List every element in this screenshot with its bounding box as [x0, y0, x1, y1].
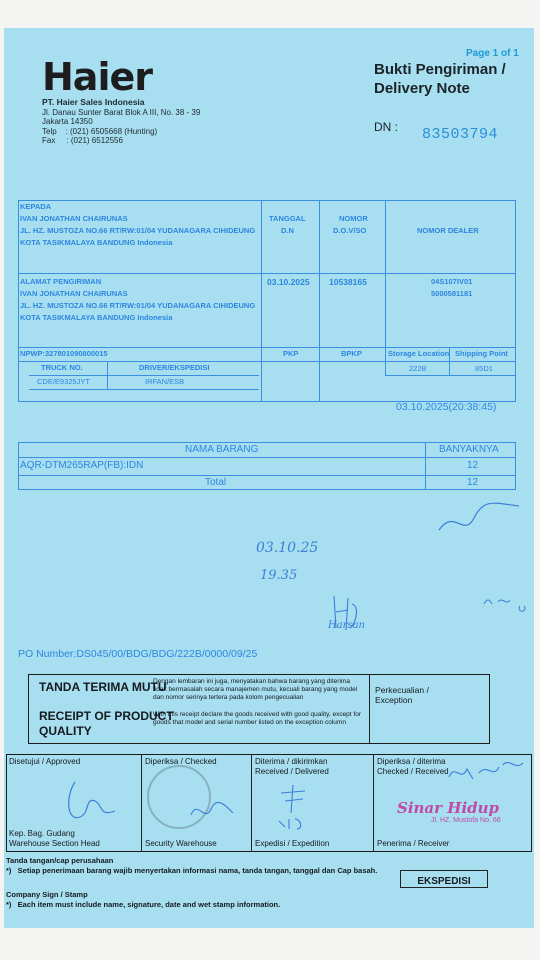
sig-checked-label: Diperiksa / Checked — [145, 757, 217, 766]
sig-approved-role-1: Kep. Bag. Gudang — [9, 829, 75, 838]
truck-value: CDE/E9325JYT — [37, 377, 90, 386]
storage-location-value: 222B — [409, 364, 427, 373]
driver-value: IRFAN/ESB — [145, 377, 185, 386]
note1-text: *) Setiap penerimaan barang wajib menyertakan informasi nama, tanda tangan, tanggal dan Cap basah. — [6, 866, 378, 875]
npwp: NPWP:327801090800015 — [20, 349, 108, 358]
sig-receiver-role: Penerima / Receiver — [377, 839, 450, 848]
nomor-sub: D.O.V/SO — [333, 226, 367, 235]
driver-label: DRIVER/EKSPEDISI — [139, 363, 210, 372]
dn-date-value: 03.10.2025 — [267, 277, 310, 287]
address-line-2: Jakarta 14350 — [42, 117, 93, 126]
nomor-value: 10538165 — [329, 277, 367, 287]
sig-expedition-role: Expedisi / Expedition — [255, 839, 330, 848]
store-stamp-name: Sinar Hidup — [397, 799, 500, 817]
sig-approved-label: Disetujui / Approved — [9, 757, 81, 766]
store-stamp-address: Jl. HZ. Mustofa No. 66 — [431, 817, 501, 824]
note1-title: Tanda tangan/cap perusahaan — [6, 856, 114, 865]
approved-signature — [55, 777, 125, 827]
sig-received-label: Diperiksa / diterima Checked / Received — [377, 757, 449, 776]
document-title — [374, 60, 506, 98]
scribble-signature-top — [434, 498, 524, 538]
col-item-name: NAMA BARANG — [185, 444, 259, 455]
shipping-point-value: 85D1 — [475, 364, 493, 373]
kepada-label: KEPADA — [20, 202, 52, 211]
sig-checked-role: Security Warehouse — [145, 839, 217, 848]
sig-delivered-label: Diterima / dikirimkan Received / Delivered — [255, 757, 329, 776]
receipt-title-id: TANDA TERIMA MUTU — [39, 680, 167, 694]
haier-logo: Haier — [42, 55, 152, 99]
title-line-1: Bukti Pengiriman / — [374, 61, 506, 78]
total-label: Total — [205, 477, 227, 488]
sig-approved-role-2: Warehouse Section Head — [9, 839, 100, 848]
phone: Telp : (021) 6505668 (Hunting) — [42, 126, 158, 136]
item-name: AQR-DTM265RAP(FB):IDN — [20, 460, 144, 471]
handwritten-time: 19.35 — [260, 568, 298, 583]
col-quantity: BANYAKNYA — [439, 444, 499, 455]
dealer-value-2: 5000581181 — [431, 289, 473, 298]
handwritten-name: Harsan — [328, 620, 365, 631]
shipping-point-label: Shipping Point — [455, 349, 508, 358]
copy-label-box — [400, 870, 488, 888]
receipt-text-en: With this receipt declare the goods received with good quality, except for goods that model and serial number listed on the exception column — [153, 711, 361, 726]
tanggal-label: TANGGAL — [269, 214, 306, 223]
ship-name: IVAN JONATHAN CHAIRUNAS — [20, 289, 128, 298]
address-line-1: Jl. Danau Sunter Barat Blok A III, No. 38 - 39 — [42, 107, 201, 117]
note2-title: Company Sign / Stamp — [6, 890, 88, 899]
receipt-title-en-1: RECEIPT OF PRODUCT — [39, 709, 174, 723]
ship-address-2: KOTA TASIKMALAYA BANDUNG Indonesia — [20, 313, 173, 322]
storage-location-label: Storage Location — [388, 349, 450, 358]
fax: Fax : (021) 6512556 — [42, 136, 123, 145]
recipient-name: IVAN JONATHAN CHAIRUNAS — [20, 214, 128, 223]
receipt-title-en-2: QUALITY — [39, 724, 92, 738]
checked-signature — [187, 795, 237, 825]
total-value: 12 — [467, 477, 479, 488]
page-indicator: Page 1 of 1 — [466, 48, 519, 59]
dn-number: 83503794 — [422, 126, 499, 143]
nomor-label: NOMOR — [339, 214, 368, 223]
recipient-table — [18, 200, 516, 402]
tanggal-sub: D.N — [281, 226, 294, 235]
pkp-label: PKP — [283, 349, 299, 358]
recipient-address-1: JL. HZ. MUSTOZA NO.66 RT/RW:01/04 YUDANAGARA CIHIDEUNG — [20, 226, 256, 235]
print-timestamp: 03.10.2025(20:38:45) — [396, 401, 497, 413]
ship-label: ALAMAT PENGIRIMAN — [20, 277, 102, 286]
dn-label: DN : — [374, 120, 398, 134]
receipt-text-id: Dengan lembaran ini juga, menyatakan bahwa barang yang diterima tidak bermasalah secara manajemen mutu, kecuali barang yang model dan nomor serinya tertera pada kolom pengecualian — [153, 678, 358, 701]
receiver-signature — [447, 753, 527, 793]
delivery-note-sheet — [4, 28, 534, 928]
copy-label: EKSPEDISI — [417, 876, 471, 887]
quality-receipt-box — [28, 674, 490, 744]
note2-text: *) Each item must include name, signature, date and wet stamp information. — [6, 900, 281, 909]
handwritten-date: 03.10.25 — [256, 540, 319, 556]
items-table — [18, 442, 516, 490]
recipient-address-2: KOTA TASIKMALAYA BANDUNG Indonesia — [20, 238, 173, 247]
dealer-value-1: 04S107IV01 — [431, 277, 473, 286]
po-number: PO Number:DS045/00/BDG/BDG/222B/0000/09/25 — [18, 648, 258, 660]
handwritten-mark — [480, 592, 530, 612]
bpkp-label: BPKP — [341, 349, 362, 358]
delivered-signature — [275, 783, 315, 833]
ship-address-1: JL. HZ. MUSTOZA NO.66 RT/RW:01/04 YUDANAGARA CIHIDEUNG — [20, 301, 256, 310]
dealer-label: NOMOR DEALER — [417, 226, 479, 235]
signature-grid — [6, 754, 532, 852]
exception-label: Perkecualian / Exception — [375, 685, 429, 705]
title-line-2: Delivery Note — [374, 80, 470, 97]
truck-label: TRUCK NO. — [41, 363, 83, 372]
company-info — [42, 98, 200, 146]
company-name: PT. Haier Sales Indonesia — [42, 97, 145, 107]
item-quantity: 12 — [467, 460, 479, 471]
